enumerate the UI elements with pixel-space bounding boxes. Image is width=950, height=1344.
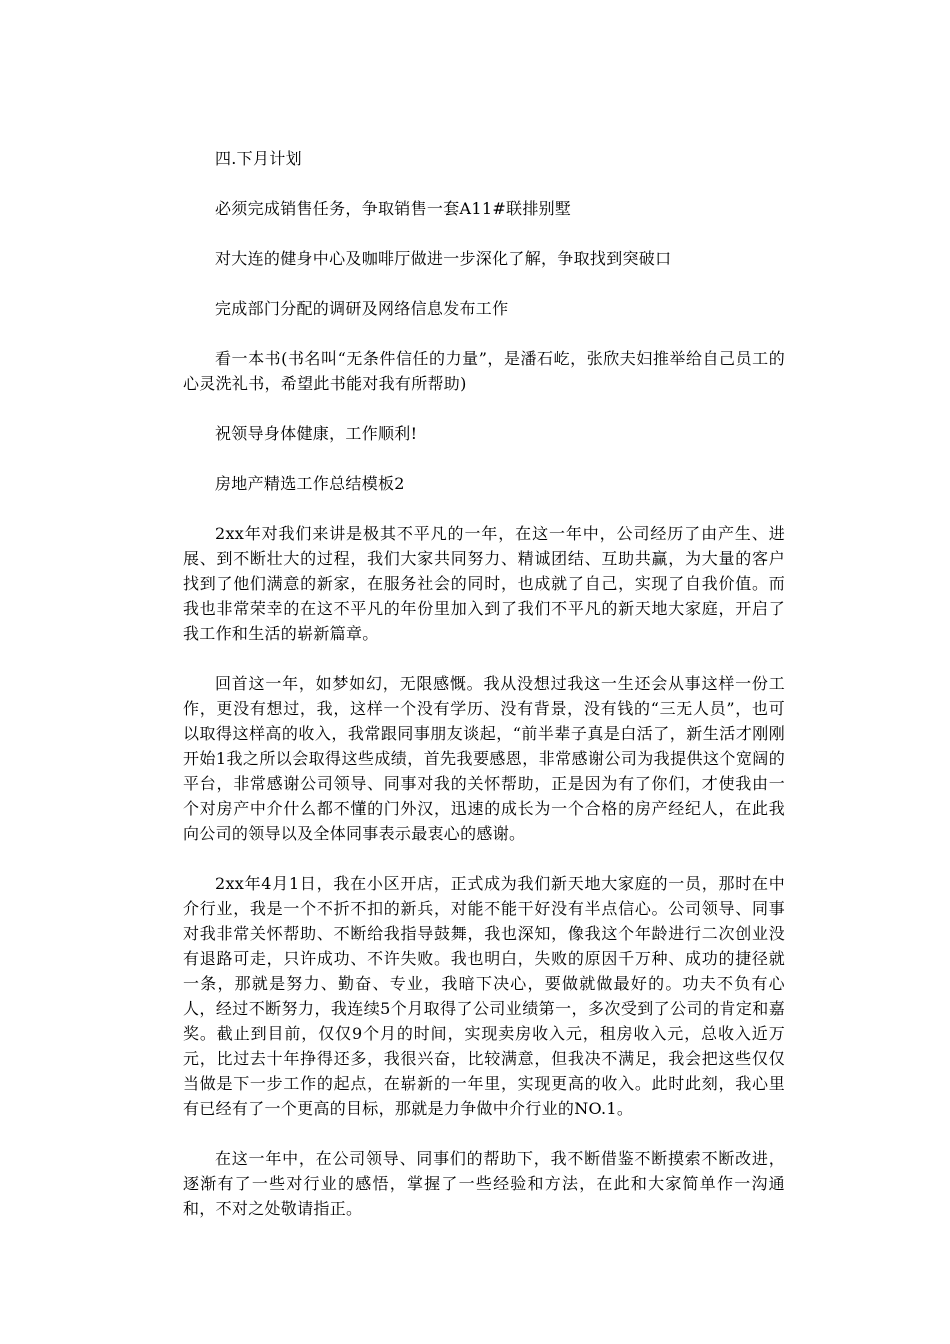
plan-item-read-book: 看一本书(书名叫“无条件信任的力量”，是潘石屹，张欣夫妇推举给自己员工的心灵洗礼书，希望此书能对我有所帮助) bbox=[183, 349, 785, 393]
body-paragraph: 回首这一年，如梦如幻，无限感慨。我从没想过我这一生还会从事这样一份工作，更没有想过，我，这样一个没有学历、没有背景，没有钱的“三无人员”，也可以取得这样高的收入，我常跟同事朋友谈起，“前半辈子真是白活了，新生活才刚刚开始1我之所以会取得这些成绩，首先我要感恩，非常感谢公司为我提供这个宽阔的平台，非常感谢公司领导、同事对我的关怀帮助，正是因为有了你们，才使我由一个对房产中介什么都不懂的门外汉，迅速的成长为一个合格的房产经纪人，在此我向公司的领导以及全体同事表示最衷心的感谢。 bbox=[183, 674, 785, 843]
document-body bbox=[183, 146, 785, 1221]
body-paragraph: 在这一年中，在公司领导、同事们的帮助下，我不断借鉴不断摸索不断改进，逐渐有了一些对行业的感悟，掌握了一些经验和方法，在此和大家简单作一沟通和，不对之处敬请指正。 bbox=[183, 1149, 785, 1218]
plan-item-sales-task: 必须完成销售任务，争取销售一套A11#联排别墅 bbox=[215, 199, 572, 218]
section-heading-next-month-plan: 四.下月计划 bbox=[215, 149, 302, 168]
body-paragraph: 2xx年对我们来讲是极其不平凡的一年，在这一年中，公司经历了由产生、进展、到不断壮大的过程，我们大家共同努力、精诚团结、互助共赢，为大量的客户找到了他们满意的新家，在服务社会的同时，也成就了自己，实现了自我价值。而我也非常荣幸的在这不平凡的年份里加入到了我们不平凡的新天地大家庭，开启了我工作和生活的崭新篇章。 bbox=[183, 524, 785, 643]
body-paragraph: 2xx年4月1日，我在小区开店，正式成为我们新天地大家庭的一员，那时在中介行业，我是一个不折不扣的新兵，对能不能干好没有半点信心。公司领导、同事对我非常关怀帮助、不断给我指导鼓舞，我也深知，像我这个年龄进行二次创业没有退路可走，只许成功、不许失败。我也明白，失败的原因千万种、成功的捷径就一条，那就是努力、勤奋、专业，我暗下决心，要做就做最好的。功夫不负有心人，经过不断努力，我连续5个月取得了公司业绩第一，多次受到了公司的肯定和嘉奖。截止到目前，仅仅9个月的时间，实现卖房收入元，租房收入元，总收入近万元，比过去十年挣得还多，我很兴奋，比较满意，但我决不满足，我会把这些仅仅当做是下一步工作的起点，在崭新的一年里，实现更高的收入。此时此刻，我心里有已经有了一个更高的目标，那就是力争做中介行业的NO.1。 bbox=[183, 874, 785, 1118]
template-title: 房地产精选工作总结模板2 bbox=[215, 474, 405, 493]
closing-wish: 祝领导身体健康，工作顺利! bbox=[215, 424, 418, 443]
plan-item-market-research: 对大连的健身中心及咖啡厅做进一步深化了解，争取找到突破口 bbox=[215, 249, 672, 268]
plan-item-department-work: 完成部门分配的调研及网络信息发布工作 bbox=[215, 299, 509, 318]
